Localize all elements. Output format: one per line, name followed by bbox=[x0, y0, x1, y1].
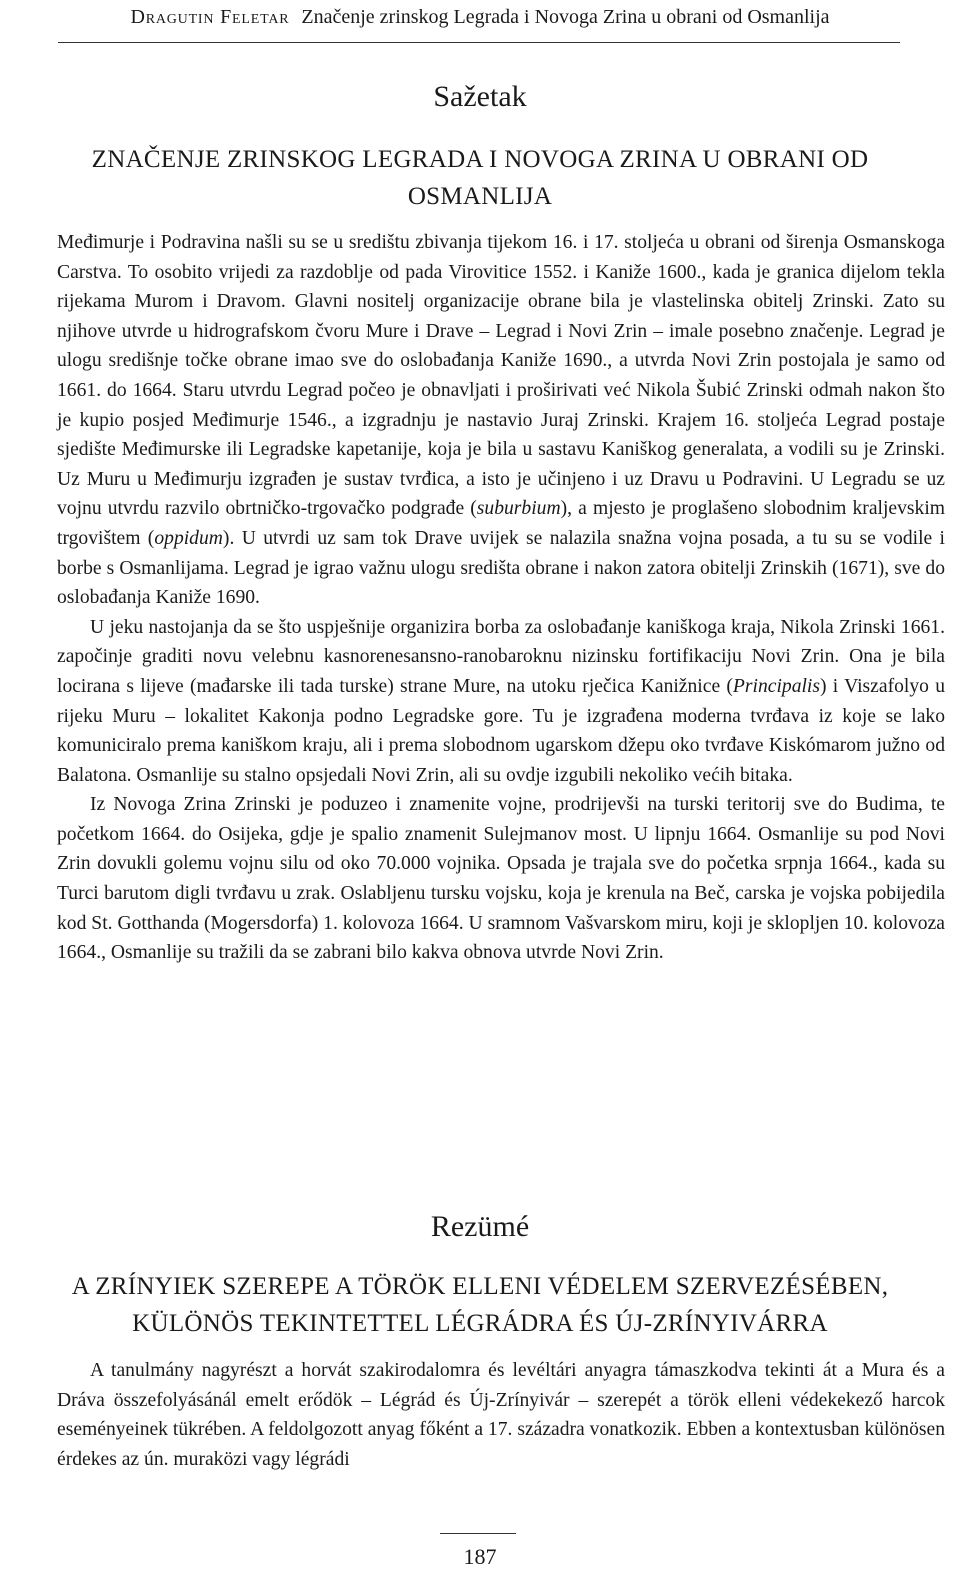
running-header bbox=[0, 6, 960, 29]
running-header-title: Značenje zrinskog Legrada i Novoga Zrina u obrani od Osmanlija bbox=[301, 6, 830, 28]
summary-subtitle-hu-line-2: KÜLÖNÖS TEKINTETTEL LÉGRÁDRA ÉS ÚJ-ZRÍNYIVÁRRA bbox=[132, 1310, 828, 1337]
summary-heading-hr: Sažetak bbox=[433, 80, 527, 113]
summary-subtitle-hr-line-1: ZNAČENJE ZRINSKOG LEGRADA I NOVOGA ZRINA U OBRANI OD bbox=[91, 146, 869, 173]
summary-body-hr bbox=[57, 228, 945, 968]
summary-subtitle-hr-line-2: OSMANLIJA bbox=[407, 183, 553, 210]
header-rule bbox=[58, 42, 900, 43]
summary-heading-hu: Rezümé bbox=[430, 1210, 530, 1243]
footer-rule bbox=[440, 1533, 516, 1534]
summary-hr-paragraph-2: U jeku nastojanja da se što uspješnije organizira borba za oslobađanje kaniškoga kraja, Nikola Zrinski 1661. započinje graditi novu velebnu kasnorenesansno-ranobaroknu nizinsku fortifikaciju Novi Zrin. Ona je bila locirana s lijeve (mađarske ili tada turske) strane Mure, na utoku rječica Kanižnice (Principalis) i Viszafolyo u rijeku Muru – lokalitet Kakonja podno Legradske gore. Tu je izgrađena moderna tvrđava iz koje se lako komuniciralo prema kaniškom kraju, ali i prema slobodnom ugarskom džepu oko tvrđave Kiskómarom južno od Balatona. Osmanlije su stalno opsjedali Novi Zrin, ali su ovdje izgubili nekoliko većih bitaka. bbox=[57, 616, 945, 786]
summary-hu-paragraph-1: A tanulmány nagyrészt a horvát szakirodalomra és levéltári anyagra támaszkodva tekinti át a Mura és a Dráva összefolyásánál emelt erődök – Légrád és Új-Zrínyivár – szerepét a török elleni védekekező harcok eseményeinek tükrében. A feldolgozott anyag főként a 17. századra vonatkozik. Ebben a kontextusban különösen érdekes az ún. muraközi vagy légrádi bbox=[57, 1360, 945, 1470]
summary-hr-paragraph-3: Iz Novoga Zrina Zrinski je poduzeo i znamenite vojne, prodrijevši na turski teritorij sve do Budima, te početkom 1664. do Osijeka, gdje je spalio znamenit Sulejmanov most. U lipnju 1664. Osmanlije su pod Novi Zrin dovukli golemu vojnu silu od oko 70.000 vojnika. Opsada je trajala sve do početka srpnja 1664., kada su Turci barutom digli tvrđavu u zrak. Oslabljenu tursku vojsku, koja je krenula na Beč, carska je vojska pobijedila kod St. Gotthanda (Mogersdorfa) 1. kolovoza 1664. U sramnom Vašvarskom miru, koji je sklopljen 10. kolovoza 1664., Osmanlije su tražili da se zabrani bilo kakva obnova utvrde Novi Zrin. bbox=[57, 794, 945, 964]
summary-hr-paragraph-1: Međimurje i Podravina našli su se u središtu zbivanja tijekom 16. i 17. stoljeća u obrani od širenja Osmanskoga Carstva. To osobito vrijedi za razdoblje od pada Virovitice 1552. i Kaniže 1600., kada je granica dijelom tekla rijekama Murom i Dravom. Glavni nositelj organizacije obrane bila je vlastelinska obitelj Zrinski. Zato su njihove utvrde u hidrografskom čvoru Mure i Drave – Legrad i Novi Zrin – imale posebno značenje. Legrad je ulogu središnje točke obrane imao sve do oslobađanja Kaniže 1690., a utvrda Novi Zrin postojala je samo od 1661. do 1664. Staru utvrdu Legrad počeo je obnavljati i proširivati već Nikola Šubić Zrinski odmah nakon što je kupio posjed Međimurje 1546., a izgradnju je nastavio Juraj Zrinski. Krajem 16. stoljeća Legrad postaje sjedište Međimurske ili Legradske kapetanije, koja je bila u sastavu Kaniškog generalata, a vodili su je Zrinski. Uz Muru u Međimurju izgrađen je sustav tvrđica, a isto je učinjeno i uz Dravu u Podravini. U Legradu se uz vojnu utvrdu razvilo obrtničko-trgovačko podgrađe (suburbium), a mjesto je proglašeno slobodnim kraljevskim trgovištem (oppidum). U utvrdi uz sam tok Drave uvijek se nalazila snažna vojna posada, a tu su se vodile i borbe s Osmanlijama. Legrad je igrao važnu ulogu središta obrane i nakon zatora obitelji Zrinskih (1671), sve do oslobađanja Kaniže 1690. bbox=[57, 232, 945, 609]
summary-subtitle-hu bbox=[0, 1268, 960, 1342]
running-header-author: Dragutin Feletar bbox=[130, 6, 290, 28]
summary-subtitle-hr bbox=[0, 141, 960, 215]
page-number: 187 bbox=[463, 1544, 497, 1569]
summary-subtitle-hu-line-1: A ZRÍNYIEK SZEREPE A TÖRÖK ELLENI VÉDELEM SZERVEZÉSÉBEN, bbox=[71, 1273, 889, 1300]
summary-body-hu bbox=[57, 1356, 945, 1474]
